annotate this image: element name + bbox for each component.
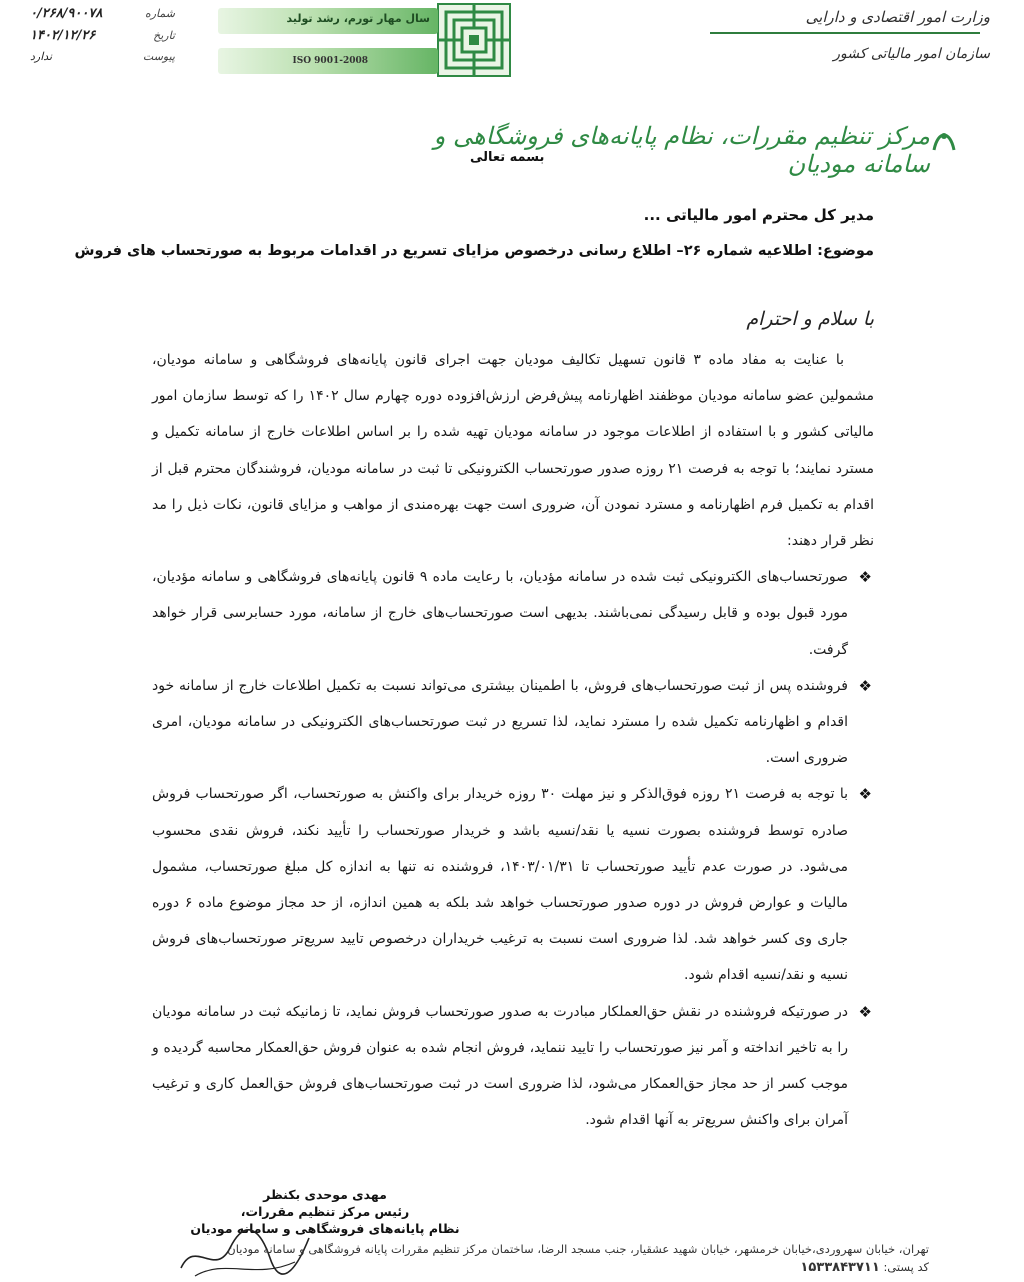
- tax-organization-emblem-icon: [436, 2, 512, 78]
- intro-paragraph: با عنایت به مفاد ماده ۳ قانون تسهیل تکالیف مودیان جهت اجرای قانون پایانه‌های فروشگاهی و سامانه مودیان، مشمولین عضو سامانه مودیان موظفند اظهارنامه پیش‌فرض ارزش‌افزوده دوره چهارم سال ۱۴۰۲ را که توسط سازمان امور مالیاتی کشور و با استفاده از اطلاعات موجود در سامانه مودیان تهیه شده را بر اساس اطلاعات خارج از سامانه تکمیل و مسترد نمایند؛ با توجه به فرصت ۲۱ روزه صدور صورتحساب الکترونیکی تا ثبت در سامانه مودیان، فروشندگان محترم قبل از اقدام به تکمیل فرم اظهارنامه و مسترد نمودن آن، ضروری است جهت بهره‌مندی از مواهب و مزایای قانون، نکات ذیل را مد نظر قرار دهند:: [152, 352, 875, 550]
- year-slogan: سال مهار تورم، رشد تولید: [286, 12, 430, 25]
- diamond-dots-icon: ❖: [858, 785, 872, 804]
- postal-code-line: [129, 1258, 929, 1277]
- bullet-text: با توجه به فرصت ۲۱ روزه فوق‌الذکر و نیز مهلت ۳۰ روزه خریدار برای واکنش به صورتحساب، اگر صورتحساب فروش صادره توسط فروشنده بصورت نسیه یا نقد/نسیه باشد و خریدار صورتحساب را تأیید نکند، فروش نقدی محسوب می‌شود. در صورت عدم تأیید صورتحساب تا ۱۴۰۳/۰۱/۳۱، فروشنده نه تنها به اندازه کل مبلغ صورتحساب، مشمول مالیات و عوارض فروش در دوره صدور صورتحساب خواهد شد بلکه به همین اندازه، از حد مجاز موضوع ماده ۶ دوره جاری وی کسر خواهد شد. لذا ضروری است نسبت به ترغیب خریداران درخصوص تایید سریع‌تر صورتحساب‌های فروش نسیه و نقد/نسیه اقدام شود.: [152, 786, 849, 984]
- list-item: [152, 994, 874, 1139]
- ministry-header: [690, 8, 990, 62]
- slogan-bar: [218, 8, 438, 34]
- signer-title-1: رئیس مرکز تنظیم مقررات،: [240, 1204, 410, 1219]
- letter-date-row: [30, 28, 175, 48]
- greeting: با سلام و احترام: [746, 308, 874, 330]
- letter-metadata: [30, 6, 175, 72]
- attachment-row: [30, 50, 175, 70]
- signer-title-2: نظام پایانه‌های فروشگاهی و سامانه مودیان: [190, 1221, 460, 1236]
- date-label: تاریخ: [153, 29, 175, 42]
- subject-line: موضوع: اطلاعیه شماره ۲۶– اطلاع رسانی درخصوص مزایای تسریع در اقدامات مربوط به صورتحساب های فروش: [74, 243, 874, 259]
- center-title: مرکز تنظیم مقررات، نظام پایانه‌های فروشگاهی و سامانه مودیان: [433, 122, 930, 178]
- bullet-text: فروشنده پس از ثبت صورتحساب‌های فروش، با اطمینان بیشتری می‌تواند نسبت به تکمیل اطلاعات خارج از سامانه خود اقدام و اظهارنامه تکمیل شده را مسترد نماید، لذا تسریع در ثبت صورتحساب‌های الکترونیکی در سامانه مودیان، امری ضروری است.: [152, 677, 848, 767]
- iso-bar: [218, 48, 438, 74]
- postal-code: ۱۵۳۳۸۴۳۷۱۱: [800, 1260, 880, 1275]
- letter-body: [152, 342, 874, 1138]
- header-green-bars: [208, 4, 438, 72]
- letter-date: ۱۴۰۲/۱۲/۲۶: [30, 28, 96, 43]
- besm-heading: بسمه تعالی: [470, 150, 545, 165]
- postal-label: کد پستی:: [883, 1260, 929, 1274]
- diamond-dots-icon: ❖: [858, 568, 872, 587]
- iso-certificate: ISO 9001-2008: [292, 56, 368, 66]
- bullet-list: [152, 559, 874, 1138]
- bullet-text: در صورتیکه فروشنده در نقش حق‌العملکار مبادرت به صدور صورتحساب فروش نماید، تا زمانیکه ثبت در سامانه مودیان را به تاخیر انداخته و آمر نیز صورتحساب را تایید ننماید، فروش انجام شده به عنوان فروش حق‌العمکار محاسبه گردیده و موجب کسر از حد مجاز حق‌العمکار می‌شود، لذا ضروری است در ثبت صورتحساب‌های فروش حق‌العمل کاری و ترغیب آمران برای واکنش سریع‌تر به آنها اقدام شود.: [152, 1003, 848, 1129]
- bullet-text: صورتحساب‌های الکترونیکی ثبت شده در سامانه مؤدیان، با رعایت ماده ۹ قانون پایانه‌های فروشگاهی و سامانه مؤدیان، مورد قبول بوده و قابل رسیدگی نمی‌باشند. بدیهی است صورتحساب‌های خارج از سامانه، مورد حسابرسی قرار خواهد گرفت.: [152, 569, 848, 658]
- attachment-label: پیوست: [142, 50, 175, 63]
- number-label: شماره: [144, 7, 175, 20]
- letter-number: ۰/۲۶۸/۹۰۰۷۸: [30, 6, 103, 21]
- header-rule: [710, 32, 980, 34]
- organization-name: سازمان امور مالیاتی کشور: [833, 46, 990, 62]
- list-item: [152, 668, 874, 777]
- footer-address: تهران، خیابان سهروردی،خیابان خرمشهر، خیابان شهید عشقیار، جنب مسجد الرضا، ساختمان مرکز تنظیم مقررات پایانه فروشگاهی و سامانه مودیان: [227, 1242, 929, 1256]
- attachment-value: ندارد: [30, 50, 53, 63]
- signer-name: مهدی موحدی بکنظر: [263, 1187, 387, 1202]
- letter-number-row: [30, 6, 175, 26]
- addressee: مدیر کل محترم امور مالیاتی ...: [643, 206, 874, 224]
- center-logo-mark-icon: [930, 126, 958, 154]
- list-item: [152, 776, 874, 993]
- list-item: [152, 559, 874, 668]
- diamond-dots-icon: ❖: [858, 676, 872, 695]
- footer: [129, 1240, 929, 1277]
- diamond-dots-icon: ❖: [858, 1002, 872, 1021]
- ministry-name: وزارت امور اقتصادی و دارایی: [805, 8, 990, 26]
